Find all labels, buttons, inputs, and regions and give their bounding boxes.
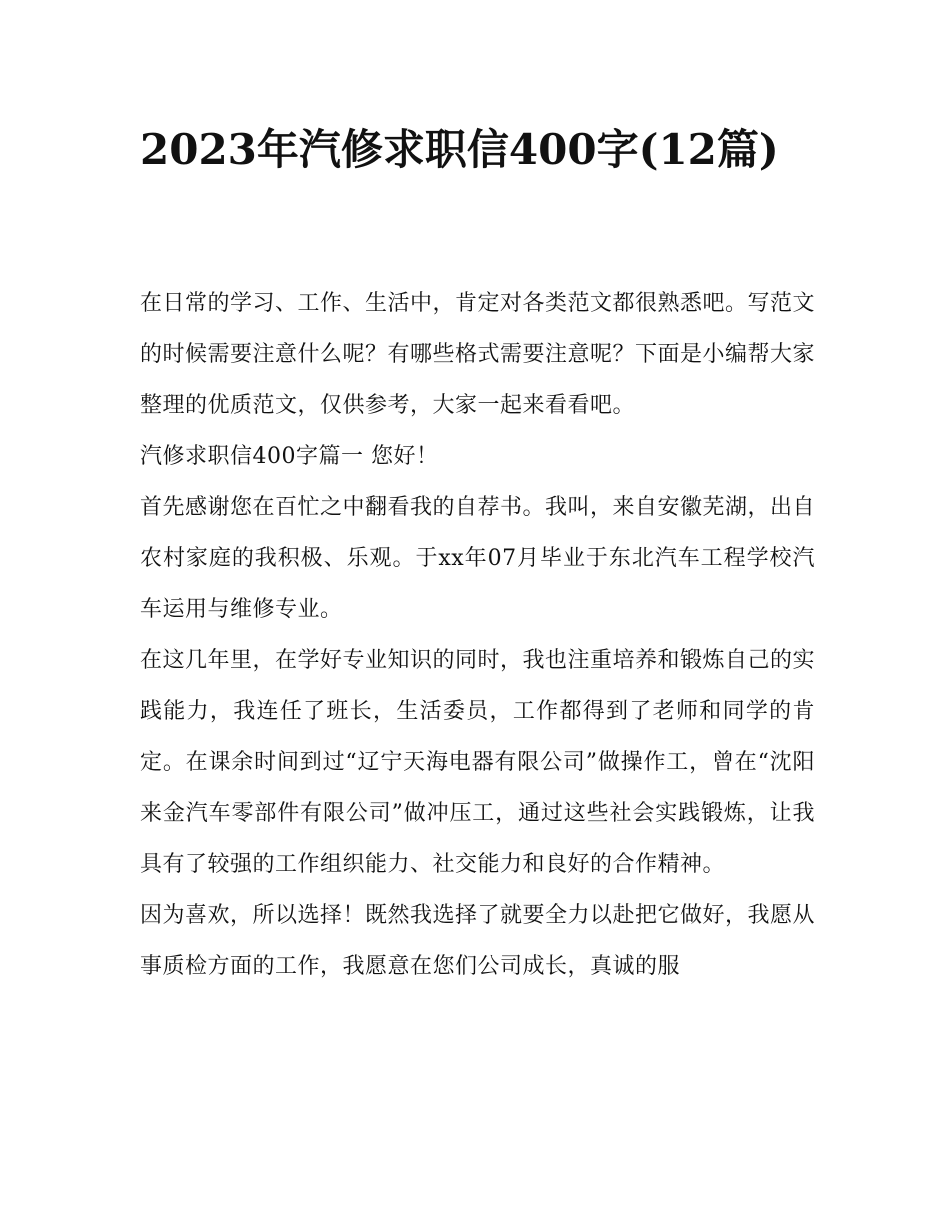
document-body — [140, 278, 815, 992]
motivation-paragraph: 因为喜欢，所以选择！既然我选择了就要全力以赴把它做好，我愿从事质检方面的工作，我愿意在您们公司成长，真诚的服 — [140, 903, 816, 979]
document-title: 2023年汽修求职信400字(12篇) — [140, 125, 779, 174]
experience-paragraph: 在这几年里，在学好专业知识的同时，我也注重培养和锻炼自己的实践能力，我连任了班长，生活委员，工作都得到了老师和同学的肯定。在课余时间到过“辽宁天海电器有限公司”做操作工，曾在“沈阳来金汽车零部件有限公司”做冲压工，通过这些社会实践锻炼，让我具有了较强的工作组织能力、社交能力和良好的合作精神。 — [140, 648, 816, 877]
self-introduction-paragraph: 首先感谢您在百忙之中翻看我的自荐书。我叫，来自安徽芜湖，出自农村家庭的我积极、乐观。于xx年07月毕业于东北汽车工程学校汽车运用与维修专业。 — [140, 495, 816, 622]
section-heading-paragraph: 汽修求职信400字篇一 您好！ — [140, 444, 439, 469]
intro-paragraph: 在日常的学习、工作、生活中，肯定对各类范文都很熟悉吧。写范文的时候需要注意什么呢？有哪些格式需要注意呢？下面是小编帮大家整理的优质范文，仅供参考，大家一起来看看吧。 — [140, 291, 816, 418]
